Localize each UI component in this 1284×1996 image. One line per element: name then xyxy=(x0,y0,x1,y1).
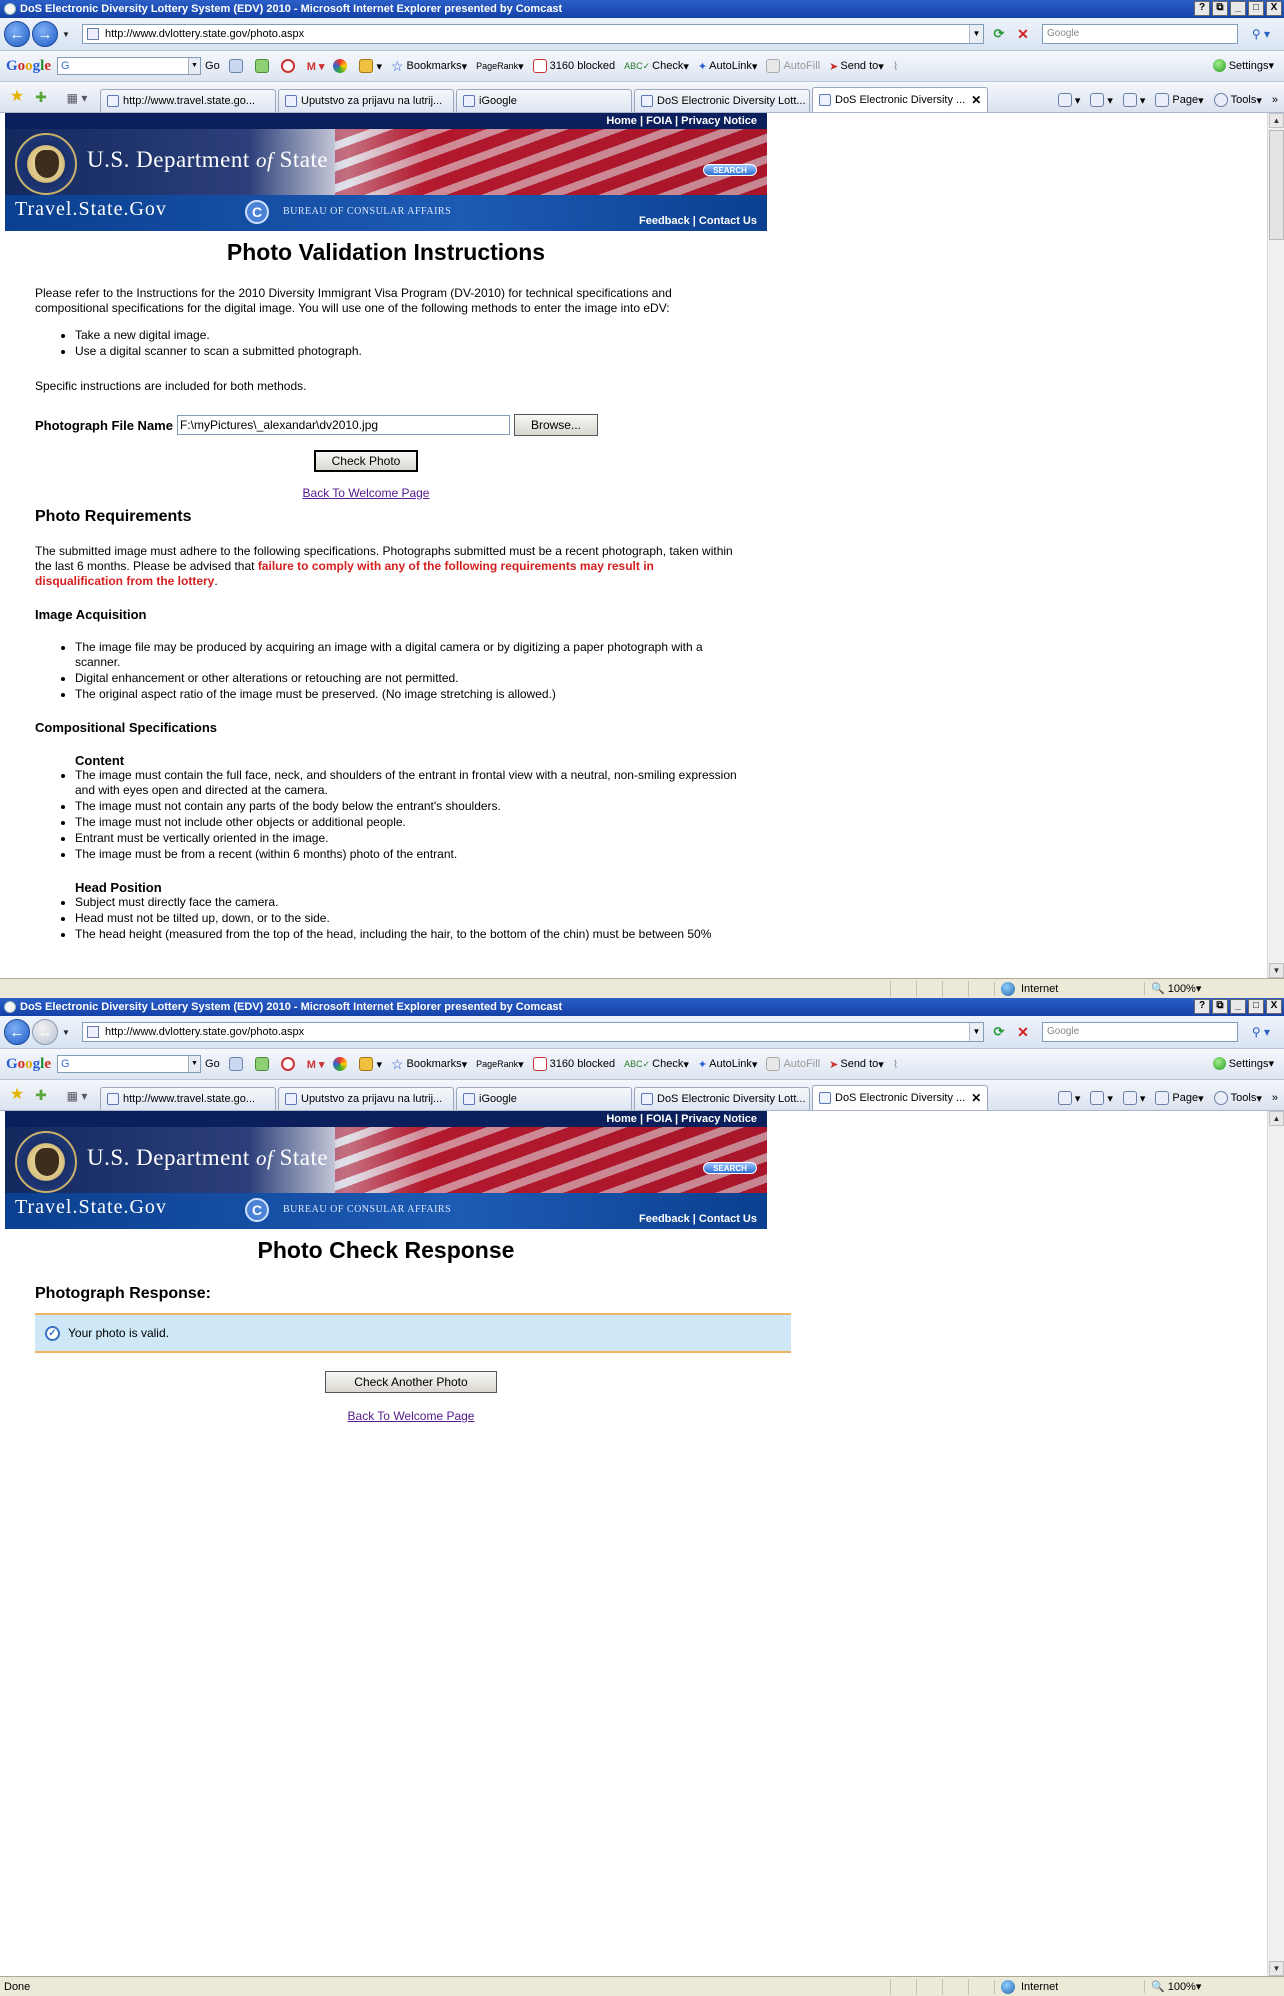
list-item: • Digital enhancement or other alterations or retouching are not permitted. xyxy=(75,671,737,686)
title-bar xyxy=(0,0,1284,18)
tab-igoogle[interactable]: iGoogle xyxy=(456,1087,632,1110)
tab-dos-edv-1[interactable]: DoS Electronic Diversity Lott... xyxy=(634,89,810,112)
compositional-heading: Compositional Specifications xyxy=(35,720,218,735)
star-icon: ☆ xyxy=(390,1055,404,1072)
forward-arrow-icon[interactable]: → xyxy=(32,21,58,47)
tab-bar xyxy=(0,1080,1284,1111)
travel-state-gov-logo[interactable]: Travel.State.Gov xyxy=(15,198,167,220)
paperclip-icon[interactable]: ⌇ xyxy=(892,60,899,73)
quick-tabs-icon[interactable]: ▦ ▾ xyxy=(66,1089,88,1103)
scroll-down-icon[interactable]: ▼ xyxy=(1269,1961,1284,1976)
globe-icon xyxy=(1001,982,1015,996)
quick-tabs-icon[interactable]: ▦ ▾ xyxy=(66,91,88,105)
tab-page-icon xyxy=(285,95,297,107)
page-content xyxy=(5,1111,767,1423)
window-title: DoS Electronic Diversity Lottery System (EDV) 2010 - Microsoft Internet Explorer presented by Comcast xyxy=(20,1001,563,1013)
tab-page-icon xyxy=(285,1093,297,1105)
ie-icon xyxy=(4,3,16,15)
google-toolbar xyxy=(0,51,1284,82)
intro-text: Please refer to the Instructions for the 2010 Diversity Immigrant Visa Program (DV-2010) for technical specifications and compositional specifications for the digital image. You will use one of the following methods to enter the image into eDV: xyxy=(35,286,672,315)
page-viewport xyxy=(0,113,1284,978)
popup-blocker[interactable]: 3160 blocked xyxy=(533,59,615,73)
list-item: • The image must not include other objects or additional people. xyxy=(75,815,737,830)
google-search-dropdown-icon[interactable]: ▼ xyxy=(188,1056,200,1072)
google-search-dropdown-icon[interactable]: ▼ xyxy=(188,58,200,74)
url-input[interactable] xyxy=(82,1022,984,1042)
command-bar xyxy=(1058,1091,1278,1105)
wand-icon: ✦ xyxy=(697,1058,708,1071)
restore-icon[interactable]: ⧉ xyxy=(1212,999,1228,1014)
page-title: Photo Check Response xyxy=(257,1237,515,1263)
chevron-more-icon[interactable]: » xyxy=(1271,1092,1278,1104)
send-to-button[interactable]: ➤ Send to ▾ xyxy=(829,60,884,73)
zoom-icon: 🔍 xyxy=(1151,983,1165,995)
title-bar xyxy=(0,998,1284,1016)
tab-uputstvo[interactable]: Uputstvo za prijavu na lutrij... xyxy=(278,1087,454,1110)
page-icon xyxy=(87,1026,99,1038)
content-heading: Content xyxy=(75,753,125,768)
requirements-text: The submitted image must adhere to the following specifications. Photographs submitted must be a recent photograph, taken within the last 6 months. Please be advised that failure to comply with any of the following requirements may result in disqualification from the lottery. xyxy=(35,544,733,588)
site-banner xyxy=(5,1111,767,1229)
file-name-label: Photograph File Name xyxy=(35,417,173,433)
list-item: • The image must be from a recent (within 6 months) photo of the entrant. xyxy=(75,847,737,862)
top-links[interactable]: Home | FOIA | Privacy Notice xyxy=(5,1111,767,1127)
spell-check-button[interactable]: ABC✓ Check ▾ xyxy=(624,60,689,73)
maximize-button[interactable]: □ xyxy=(1248,1,1264,16)
department-title: U.S. Department of State xyxy=(87,147,329,172)
send-icon: ➤ xyxy=(829,1058,839,1071)
puzzle-icon[interactable]: ▾ xyxy=(359,59,382,73)
tab-page-icon xyxy=(641,95,653,107)
tab-page-icon xyxy=(107,1093,119,1105)
magnifier-icon[interactable] xyxy=(229,59,246,73)
head-position-list xyxy=(75,895,737,942)
minimize-button[interactable]: _ xyxy=(1230,1,1246,16)
settings-button[interactable]: Settings ▾ xyxy=(1213,1057,1274,1070)
gmail-icon[interactable]: M ▾ xyxy=(306,60,325,73)
file-name-input[interactable]: F:\myPictures\_alexandar\dv2010.jpg xyxy=(177,415,510,435)
refresh-icon[interactable]: ⟳ xyxy=(993,26,1005,41)
disqualification-warning: failure to comply with any of the following requirements may result in disqualification from the lottery xyxy=(35,559,654,588)
minimize-button[interactable]: _ xyxy=(1230,999,1246,1014)
star-icon: ☆ xyxy=(390,57,404,74)
gmail-icon[interactable]: M ▾ xyxy=(306,1058,325,1071)
flag-stripes xyxy=(335,1127,767,1197)
status-bar xyxy=(0,978,1284,998)
chevron-more-icon[interactable]: » xyxy=(1271,94,1278,106)
tab-page-icon xyxy=(463,95,475,107)
list-item: • Entrant must be vertically oriented in the image. xyxy=(75,831,737,846)
tools-menu[interactable]: Tools ▾ xyxy=(1214,1091,1262,1105)
image-acquisition-heading: Image Acquisition xyxy=(35,607,147,622)
feeds-icon[interactable]: ▾ xyxy=(1090,93,1113,107)
compass-icon[interactable] xyxy=(281,1057,298,1071)
page-menu[interactable]: Page ▾ xyxy=(1155,1091,1203,1105)
feedback-contact-links[interactable]: Feedback | Contact Us xyxy=(639,1213,757,1225)
google-toolbar xyxy=(0,1049,1284,1080)
tab-close-icon[interactable]: ✕ xyxy=(971,93,982,107)
tab-dos-edv-active[interactable]: DoS Electronic Diversity ... ✕ xyxy=(812,87,988,112)
flag-stripes xyxy=(335,129,767,199)
page-title: Photo Validation Instructions xyxy=(226,239,546,265)
back-arrow-icon[interactable]: ← xyxy=(4,21,30,47)
pagerank-indicator: PageRank ▾ xyxy=(476,60,524,73)
specific-text: Specific instructions are included for both methods. xyxy=(35,379,307,393)
tools-menu[interactable]: Tools ▾ xyxy=(1214,93,1262,107)
zoom-control[interactable]: 🔍 100% ▾ xyxy=(1144,1980,1224,1993)
status-text: Done xyxy=(4,1980,31,1993)
photo-requirements-heading: Photo Requirements xyxy=(35,508,192,525)
travel-state-gov-logo[interactable]: Travel.State.Gov xyxy=(15,1196,167,1218)
site-banner xyxy=(5,113,767,231)
autofill-button[interactable]: AutoFill xyxy=(766,1057,820,1071)
list-item: • The image must not contain any parts of the body below the entrant's shoulders. xyxy=(75,799,737,814)
tab-page-icon xyxy=(107,95,119,107)
url-dropdown-icon[interactable]: ▼ xyxy=(969,1023,983,1041)
state-seal-icon xyxy=(15,133,77,195)
forward-arrow-icon[interactable]: → xyxy=(32,1019,58,1045)
response-message xyxy=(35,1313,791,1353)
restore-icon[interactable]: ⧉ xyxy=(1212,1,1228,16)
tab-uputstvo[interactable]: Uputstvo za prijavu na lutrij... xyxy=(278,89,454,112)
list-item: • Take a new digital image. xyxy=(75,328,737,343)
bookmarks-button[interactable]: ☆ Bookmarks ▾ xyxy=(390,1055,468,1072)
stop-icon[interactable]: ✕ xyxy=(1017,26,1029,42)
security-zone: Internet xyxy=(994,1980,1144,1994)
settings-button[interactable]: Settings ▾ xyxy=(1213,59,1274,72)
favorites-star-icon[interactable]: ★ xyxy=(9,88,25,105)
wand-icon: ✦ xyxy=(697,60,708,73)
help-button[interactable]: ? xyxy=(1194,999,1210,1014)
google-search-input[interactable]: G ▼ xyxy=(57,1055,201,1073)
check-circle-icon: ✓ xyxy=(45,1326,60,1341)
picture-icon[interactable] xyxy=(255,59,272,73)
bookmarks-button[interactable]: ☆ Bookmarks ▾ xyxy=(390,57,468,74)
home-icon[interactable]: ▾ xyxy=(1058,1091,1081,1105)
google-logo: Google xyxy=(6,57,52,74)
department-title: U.S. Department of State xyxy=(87,1145,329,1170)
stop-icon[interactable]: ✕ xyxy=(1017,1024,1029,1040)
search-go-icon[interactable]: ⚲ ▾ xyxy=(1251,1025,1271,1039)
list-item: • The head height (measured from the top of the head, including the hair, to the bottom of the chin) must be between 50% xyxy=(75,927,737,942)
file-name-row xyxy=(35,414,737,436)
picture-icon[interactable] xyxy=(255,1057,272,1071)
state-seal-icon xyxy=(15,1131,77,1193)
vertical-scrollbar[interactable] xyxy=(1267,113,1284,978)
head-position-heading: Head Position xyxy=(75,880,162,895)
autolink-button[interactable]: ✦ AutoLink ▾ xyxy=(697,1058,758,1071)
close-button[interactable]: X xyxy=(1266,999,1282,1014)
methods-list xyxy=(75,328,737,359)
check-photo-button[interactable]: Check Photo xyxy=(314,450,419,472)
page-content xyxy=(5,113,767,943)
pagerank-swirl-icon[interactable] xyxy=(333,59,350,73)
abc-check-icon: ABC✓ xyxy=(624,1058,651,1069)
tab-page-icon xyxy=(819,1092,831,1104)
zoom-icon: 🔍 xyxy=(1151,1981,1165,1993)
search-go-icon[interactable]: ⚲ ▾ xyxy=(1251,27,1271,41)
banner-search-button[interactable]: SEARCH xyxy=(703,164,757,176)
window-title: DoS Electronic Diversity Lottery System (EDV) 2010 - Microsoft Internet Explorer presented by Comcast xyxy=(20,3,563,15)
consular-c-icon: C xyxy=(245,200,269,224)
puzzle-icon[interactable]: ▾ xyxy=(359,1057,382,1071)
settings-icon xyxy=(1213,59,1226,72)
pagerank-swirl-icon[interactable] xyxy=(333,1057,350,1071)
page-viewport xyxy=(0,1111,1284,1976)
page-icon xyxy=(87,28,99,40)
scroll-up-icon[interactable]: ▲ xyxy=(1269,113,1284,128)
check-another-photo-button[interactable]: Check Another Photo xyxy=(325,1371,496,1393)
top-links[interactable]: Home | FOIA | Privacy Notice xyxy=(5,113,767,129)
refresh-icon[interactable]: ⟳ xyxy=(993,1024,1005,1039)
abc-check-icon: ABC✓ xyxy=(624,60,651,71)
go-button[interactable]: Go xyxy=(205,60,220,72)
paperclip-icon[interactable]: ⌇ xyxy=(892,1058,899,1071)
response-text: Your photo is valid. xyxy=(68,1326,169,1340)
autolink-button[interactable]: ✦ AutoLink ▾ xyxy=(697,60,758,73)
tab-dos-edv-1[interactable]: DoS Electronic Diversity Lott... xyxy=(634,1087,810,1110)
ie-icon xyxy=(4,1001,16,1013)
close-button[interactable]: X xyxy=(1266,1,1282,16)
globe-icon xyxy=(1001,1980,1015,1994)
feeds-icon[interactable]: ▾ xyxy=(1090,1091,1113,1105)
consular-c-icon: C xyxy=(245,1198,269,1222)
browse-button[interactable]: Browse... xyxy=(514,414,598,436)
maximize-button[interactable]: □ xyxy=(1248,999,1264,1014)
content-list xyxy=(75,768,737,862)
google-search-input[interactable]: G ▼ xyxy=(57,57,201,75)
tab-travel-state[interactable]: http://www.travel.state.go... xyxy=(100,1087,276,1110)
vertical-scrollbar[interactable] xyxy=(1267,1111,1284,1976)
list-item: • The original aspect ratio of the image must be preserved. (No image stretching is allowed.) xyxy=(75,687,737,702)
autofill-button[interactable]: AutoFill xyxy=(766,59,820,73)
go-button[interactable]: Go xyxy=(205,1058,220,1070)
scroll-down-icon[interactable]: ▼ xyxy=(1269,963,1284,978)
tab-page-icon xyxy=(463,1093,475,1105)
scroll-thumb[interactable] xyxy=(1269,130,1284,240)
send-icon: ➤ xyxy=(829,60,839,73)
print-icon[interactable]: ▾ xyxy=(1123,93,1146,107)
search-input[interactable]: Google xyxy=(1042,24,1238,44)
google-logo: Google xyxy=(6,1055,52,1072)
address-bar xyxy=(0,1016,1284,1049)
bureau-label: BUREAU OF CONSULAR AFFAIRS xyxy=(283,206,452,217)
add-favorite-icon[interactable]: ✚ xyxy=(35,89,47,105)
bureau-label: BUREAU OF CONSULAR AFFAIRS xyxy=(283,1204,452,1215)
back-to-welcome-link[interactable]: Back To Welcome Page xyxy=(347,1409,475,1423)
pagerank-indicator: PageRank ▾ xyxy=(476,1058,524,1071)
spell-check-button[interactable]: ABC✓ Check ▾ xyxy=(624,1058,689,1071)
popup-blocker[interactable]: 3160 blocked xyxy=(533,1057,615,1071)
feedback-contact-links[interactable]: Feedback | Contact Us xyxy=(639,215,757,227)
list-item: • Use a digital scanner to scan a submitted photograph. xyxy=(75,344,737,359)
list-item: • The image file may be produced by acquiring an image with a digital camera or by digitizing a paper photograph with a scanner. xyxy=(75,640,737,670)
browser-window-2 xyxy=(0,998,1284,1996)
url-text: http://www.dvlottery.state.gov/photo.aspx xyxy=(105,1026,305,1038)
list-item: • The image must contain the full face, neck, and shoulders of the entrant in frontal view with a neutral, non-smiling expression and with eyes open and directed at the camera. xyxy=(75,768,737,798)
security-zone: Internet xyxy=(994,982,1144,996)
acquisition-list xyxy=(75,640,737,702)
photograph-response-heading: Photograph Response: xyxy=(35,1285,212,1302)
zoom-control[interactable]: 🔍 100% ▾ xyxy=(1144,982,1224,995)
tab-dos-edv-active[interactable]: DoS Electronic Diversity ... ✕ xyxy=(812,1085,988,1110)
send-to-button[interactable]: ➤ Send to ▾ xyxy=(829,1058,884,1071)
url-dropdown-icon[interactable]: ▼ xyxy=(969,25,983,43)
back-to-welcome-link[interactable]: Back To Welcome Page xyxy=(302,486,430,500)
command-bar xyxy=(1058,93,1278,107)
print-icon[interactable]: ▾ xyxy=(1123,1091,1146,1105)
tab-page-icon xyxy=(819,94,831,106)
list-item: • Head must not be tilted up, down, or to the side. xyxy=(75,911,737,926)
home-icon[interactable]: ▾ xyxy=(1058,93,1081,107)
tab-bar xyxy=(0,82,1284,113)
tab-travel-state[interactable]: http://www.travel.state.go... xyxy=(100,89,276,112)
tab-igoogle[interactable]: iGoogle xyxy=(456,89,632,112)
search-input[interactable]: Google xyxy=(1042,1022,1238,1042)
banner-search-button[interactable]: SEARCH xyxy=(703,1162,757,1174)
settings-icon xyxy=(1213,1057,1226,1070)
help-button[interactable]: ? xyxy=(1194,1,1210,16)
page-menu[interactable]: Page ▾ xyxy=(1155,93,1203,107)
history-dropdown-icon[interactable]: ▼ xyxy=(62,29,70,39)
status-bar xyxy=(0,1976,1284,1996)
address-bar xyxy=(0,18,1284,51)
compass-icon[interactable] xyxy=(281,59,298,73)
tab-page-icon xyxy=(641,1093,653,1105)
url-text: http://www.dvlottery.state.gov/photo.aspx xyxy=(105,28,305,40)
history-dropdown-icon[interactable]: ▼ xyxy=(62,1027,70,1037)
url-input[interactable] xyxy=(82,24,984,44)
list-item: • Subject must directly face the camera. xyxy=(75,895,737,910)
magnifier-icon[interactable] xyxy=(229,1057,246,1071)
favorites-star-icon[interactable]: ★ xyxy=(9,1086,25,1103)
tab-close-icon[interactable]: ✕ xyxy=(971,1091,982,1105)
add-favorite-icon[interactable]: ✚ xyxy=(35,1087,47,1103)
back-arrow-icon[interactable]: ← xyxy=(4,1019,30,1045)
scroll-up-icon[interactable]: ▲ xyxy=(1269,1111,1284,1126)
